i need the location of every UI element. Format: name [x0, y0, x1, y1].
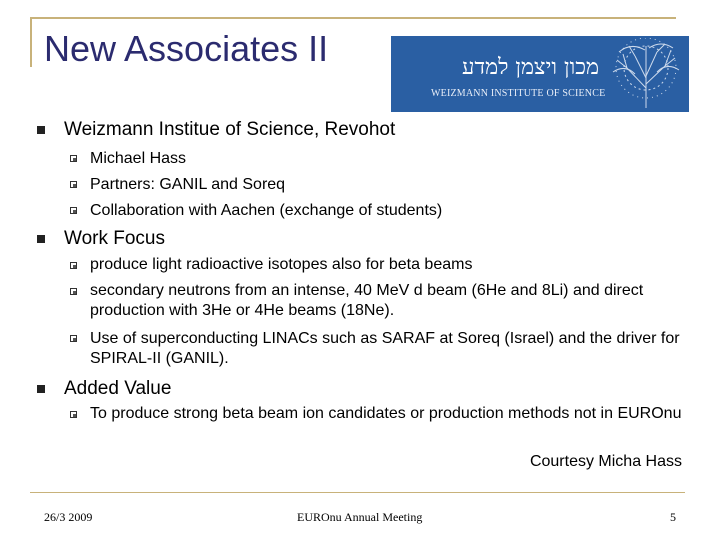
list-item-added-value: Added Value	[64, 378, 172, 399]
bullet-square-icon	[37, 126, 45, 134]
tree-emblem-icon	[605, 38, 687, 110]
sub-item: produce light radioactive isotopes also for beta beams	[90, 256, 473, 273]
sub-bullet-icon	[70, 181, 77, 188]
sub-bullet-icon	[70, 288, 77, 295]
sub-item: secondary neutrons from an intense, 40 MeV d beam (6He and 8Li) and direct production with 3He or 4He beams (18Ne).	[90, 282, 644, 319]
list-item-institute: Weizmann Institue of Science, Revohot	[64, 119, 396, 140]
sub-item: Michael Hass	[90, 150, 187, 167]
sub-item: Partners: GANIL and Soreq	[90, 176, 286, 193]
sub-bullet-icon	[70, 335, 77, 342]
sub-bullet-icon	[70, 155, 77, 162]
bullet-square-icon	[37, 235, 45, 243]
page-number: 5	[670, 510, 676, 524]
hebrew-logo-text	[423, 50, 603, 80]
logo-institute-name: WEIZMANN INSTITUTE OF SCIENCE	[431, 88, 606, 99]
title-frame-left-line	[30, 17, 32, 67]
sub-item: Collaboration with Aachen (exchange of students)	[90, 202, 443, 219]
title-frame-top-line	[30, 17, 676, 19]
svg-text:מכון ויצמן למדע: מכון ויצמן למדע	[462, 55, 599, 80]
list-item-work-focus: Work Focus	[64, 228, 166, 249]
sub-bullet-icon	[70, 411, 77, 418]
sub-item: Use of superconducting LINACs such as SARAF at Soreq (Israel) and the driver for SPIRAL-II (GANIL).	[90, 330, 680, 367]
sub-bullet-icon	[70, 207, 77, 214]
footer-meeting-name: EUROnu Annual Meeting	[297, 510, 423, 524]
weizmann-logo	[391, 36, 689, 112]
courtesy-note: Courtesy Micha Hass	[529, 453, 682, 470]
bullet-square-icon	[37, 385, 45, 393]
footer-date: 26/3 2009	[44, 510, 93, 524]
sub-item: To produce strong beta beam ion candidates or production methods not in EUROnu	[90, 405, 682, 422]
slide-title: New Associates II	[44, 28, 329, 69]
footer-divider	[30, 492, 685, 493]
sub-bullet-icon	[70, 262, 77, 269]
